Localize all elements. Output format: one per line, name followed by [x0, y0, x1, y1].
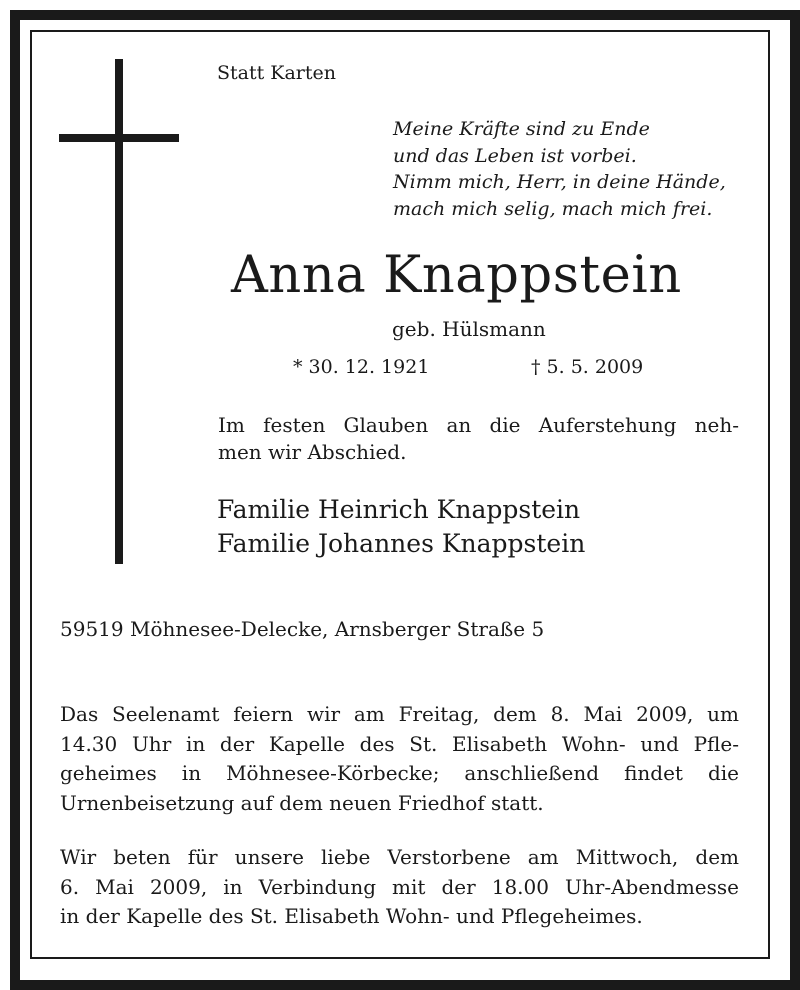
deceased-name: Anna Knappstein [231, 246, 682, 305]
family-name: Familie Johannes Knappstein [217, 529, 586, 558]
prayer-line: in der Kapelle des St. Elisabeth Wohn- und Pflegeheimes. [60, 904, 643, 929]
poem-line: Meine Kräfte sind zu Ende [393, 118, 650, 140]
poem [393, 116, 726, 223]
farewell-text [218, 412, 739, 465]
prayer-line: 6. Mai 2009, in Verbindung mit der 18.00 Uhr-Abendmesse [60, 874, 739, 899]
prayer-paragraph [60, 843, 739, 932]
farewell-line: men wir Abschied. [218, 439, 407, 464]
service-line: 14.30 Uhr in der Kapelle des St. Elisabeth Wohn- und Pfle- [60, 731, 739, 756]
family-name: Familie Heinrich Knappstein [217, 495, 581, 524]
farewell-line: Im festen Glauben an die Auferstehung neh- [218, 413, 739, 437]
service-line: geheimes in Möhnesee-Körbecke; anschließend findet die [60, 761, 739, 786]
statt-karten-label: Statt Karten [217, 62, 337, 84]
prayer-line: Wir beten für unsere liebe Verstorbene am Mittwoch, dem [60, 845, 739, 869]
poem-line: mach mich selig, mach mich frei. [393, 198, 713, 221]
cross-icon-horizontal-bar [59, 134, 179, 142]
maiden-name: geb. Hülsmann [392, 317, 546, 341]
address: 59519 Möhnesee-Delecke, Arnsberger Straße 5 [60, 617, 545, 641]
family-signatures [217, 493, 585, 561]
service-paragraph [60, 700, 739, 819]
poem-line: Nimm mich, Herr, in deine Hände, [393, 171, 726, 194]
death-date: † 5. 5. 2009 [531, 356, 644, 378]
service-line: Urnenbeisetzung auf dem neuen Friedhof statt. [60, 791, 544, 816]
service-line: Das Seelenamt feiern wir am Freitag, dem 8. Mai 2009, um [60, 702, 739, 726]
poem-line: und das Leben ist vorbei. [393, 144, 637, 167]
birth-date: * 30. 12. 1921 [293, 356, 430, 378]
